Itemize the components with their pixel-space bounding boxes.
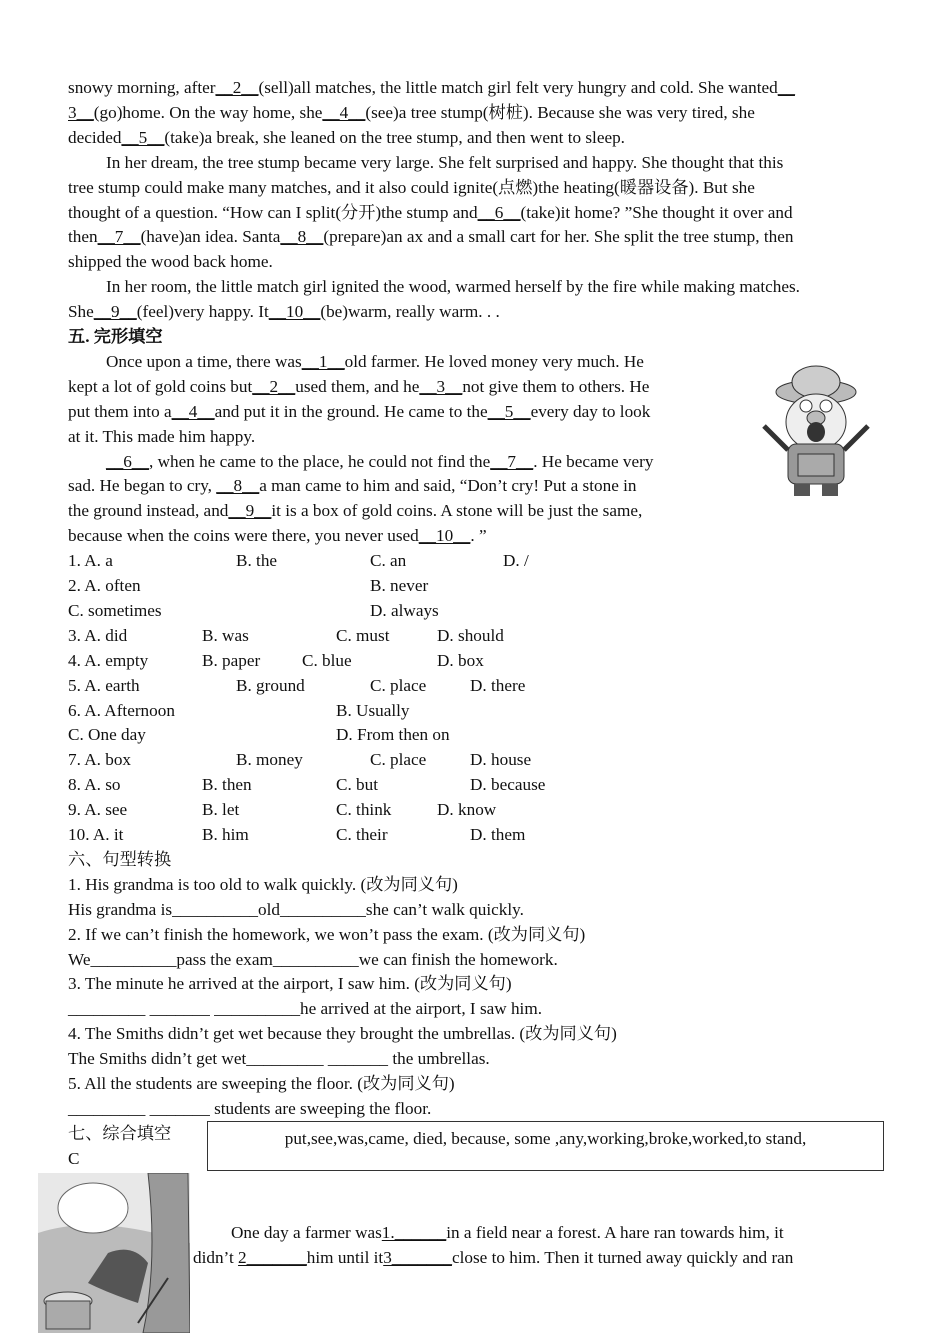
text-line (68, 424, 255, 449)
answer-option: B. was (202, 625, 249, 645)
text-segment: tree stump could make many matches, and it also could ignite(点燃)the heating(暖器设备). But she (68, 177, 755, 197)
text-segment: then (68, 227, 98, 247)
text-segment: him until it (306, 1248, 384, 1267)
answer-blank: __9__ (93, 302, 137, 322)
answer-option: 3. A. did (68, 625, 128, 645)
exercise-line: _________ _______ students are sweeping the floor. (68, 1098, 432, 1118)
answer-blank: __7__ (97, 227, 141, 247)
text-segment: the ground instead, and (68, 501, 229, 521)
answer-option: B. him (202, 825, 249, 844)
answer-option: 7. A. box (68, 750, 132, 770)
answer-option: C. sometimes (68, 600, 162, 620)
answer-option: 9. A. see (68, 800, 128, 820)
text-segment: (prepare)an ax and a small cart for her. She split the tree stump, then (323, 227, 794, 247)
text-segment: shipped the wood back home. (68, 252, 273, 272)
answer-option: 8. A. so (68, 775, 121, 795)
answer-option: 4. A. empty (68, 650, 149, 670)
answer-option: B. never (370, 576, 429, 595)
exercise-line: His grandma is__________old__________she can’t walk quickly. (68, 899, 524, 919)
text-segment: , when he came to the place, he could not find the (148, 451, 491, 471)
text-segment: (see)a tree stump(树桩). Because she was very tired, she (365, 102, 755, 122)
answer-blank: __2__ (215, 78, 259, 97)
text-segment: . ” (470, 526, 487, 546)
text-line (106, 449, 653, 474)
answer-option: D. know (437, 800, 497, 820)
text-segment: put them into a (68, 401, 172, 421)
exercise-line: 4. The Smiths didn’t get wet because they brought the umbrellas. (改为同义句) (68, 1024, 617, 1044)
text-line (68, 523, 487, 548)
answer-blank: __8__ (216, 476, 260, 496)
answer-option: B. money (236, 750, 303, 770)
answer-blank: 3__ (68, 102, 94, 122)
exercise-line: The Smiths didn’t get wet_________ _______ the umbrellas. (68, 1049, 490, 1069)
text-line (68, 200, 793, 225)
exercise-line: 5. All the students are sweeping the floor. (改为同义句) (68, 1074, 455, 1093)
answer-option: C. must (336, 625, 390, 645)
answer-option: C. place (370, 750, 427, 770)
answer-option: B. ground (236, 675, 305, 695)
text-segment: (take)it home? ”She thought it over and (520, 202, 793, 222)
text-segment: Once upon a time, there was (106, 351, 302, 371)
answer-option: C. but (336, 775, 379, 795)
text-segment: (be)warm, really warm. . . (320, 302, 500, 322)
exercise-line: 3. The minute he arrived at the airport, I saw him. (改为同义句) (68, 974, 512, 994)
text-segment: thought of a question. “How can I split(分开)the stump and (68, 202, 478, 222)
answer-option: B. paper (202, 650, 261, 670)
answer-blank: __2__ (252, 376, 296, 396)
text-segment: One day a farmer was (231, 1223, 382, 1242)
answer-option: C. blue (302, 650, 352, 670)
text-segment: decided (68, 127, 122, 147)
answer-option: D. box (437, 650, 484, 670)
answer-option: 1. A. a (68, 551, 113, 571)
answer-option: D. them (470, 825, 526, 844)
text-line (68, 399, 650, 424)
text-line (68, 324, 163, 349)
farmer-resting-under-tree-illustration (38, 1173, 190, 1333)
text-line (68, 498, 642, 523)
answer-option: C. an (370, 551, 407, 571)
section-6-heading: 六、句型转换 (68, 849, 172, 869)
answer-option: B. the (236, 551, 278, 571)
answer-blank: __3__ (419, 376, 463, 396)
answer-option: D. From then on (336, 725, 450, 745)
answer-option: D. should (437, 625, 504, 645)
text-segment: at it. This made him happy. (68, 426, 256, 446)
text-segment: . He became very (533, 451, 654, 471)
answer-option: 10. A. it (68, 825, 124, 844)
exercise-line: 1. His grandma is too old to walk quickly. (改为同义句) (68, 874, 458, 894)
answer-blank: __10__ (268, 302, 321, 322)
exercise-line: _________ _______ __________he arrived at the airport, I saw him. (68, 999, 542, 1019)
answer-option: 2. A. often (68, 576, 141, 595)
answer-blank: __6__ (106, 451, 149, 471)
word-bank-box (207, 1121, 884, 1171)
text-line (193, 1245, 793, 1270)
answer-blank: __ (777, 78, 795, 97)
word-bank-text: put,see,was,came, died, because, some ,any,working,broke,worked,to stand, (284, 1129, 807, 1148)
text-segment: (have)an idea. Santa (140, 227, 281, 247)
answer-option: D. house (470, 750, 532, 770)
section-7-heading: 七、综合填空 (68, 1123, 172, 1143)
text-line (68, 125, 625, 150)
text-line (231, 1220, 784, 1245)
text-segment: every day to look (530, 401, 651, 421)
text-segment: (go)home. On the way home, she (93, 102, 323, 122)
answer-blank: __4__ (171, 401, 215, 421)
text-line (68, 473, 637, 498)
text-line (106, 349, 644, 374)
text-segment: sad. He began to cry, (68, 476, 217, 496)
answer-option: C. think (336, 800, 392, 820)
text-segment: kept a lot of gold coins but (68, 376, 253, 396)
farmer-cartoon-illustration (750, 362, 882, 500)
answer-option: D. because (470, 775, 546, 795)
answer-blank: __7__ (490, 451, 534, 471)
answer-option: D. / (503, 551, 529, 571)
answer-option: B. let (202, 800, 240, 820)
text-segment: not give them to others. He (462, 376, 650, 396)
text-segment: snowy morning, after (68, 78, 216, 97)
text-segment: old farmer. He loved money very much. He (344, 351, 644, 371)
text-line (68, 249, 273, 274)
text-line (106, 274, 800, 299)
answer-blank: __1__ (301, 351, 345, 371)
answer-option: 5. A. earth (68, 675, 140, 695)
answer-option: C. place (370, 675, 427, 695)
answer-option: 6. A. Afternoon (68, 700, 175, 720)
text-line (68, 224, 793, 249)
text-line (68, 175, 755, 200)
answer-blank: __8__ (280, 227, 324, 247)
exercise-line: We__________pass the exam__________we can finish the homework. (68, 949, 558, 969)
answer-blank: __6__ (477, 202, 521, 222)
text-segment: She (68, 302, 94, 322)
answer-blank: __4__ (322, 102, 366, 122)
answer-option: B. then (202, 775, 252, 795)
answer-blank: __5__ (487, 401, 531, 421)
answer-option: C. their (336, 825, 388, 844)
text-line (68, 374, 649, 399)
text-segment: because when the coins were there, you never used (68, 526, 419, 546)
answer-option: B. Usually (336, 700, 410, 720)
text-segment: (feel)very happy. It (136, 302, 269, 322)
answer-blank: __10__ (418, 526, 471, 546)
text-line (68, 75, 795, 100)
text-line (106, 150, 783, 175)
text-segment: (take)a break, she leaned on the tree stump, and then went to sleep. (164, 127, 625, 147)
text-segment: in a field near a forest. A hare ran towards him, it (446, 1223, 784, 1242)
text-segment: a man came to him and said, “Don’t cry! Put a stone in (259, 476, 637, 496)
text-line (68, 299, 500, 324)
answer-blank: 1.______ (381, 1223, 447, 1242)
answer-blank: 2_______ (238, 1248, 307, 1267)
text-segment: it is a box of gold coins. A stone will be just the same, (271, 501, 643, 521)
text-segment: In her dream, the tree stump became very large. She felt surprised and happy. She thought that this (106, 152, 784, 172)
text-segment: (sell)all matches, the little match girl felt very hungry and cold. She wanted (258, 78, 778, 97)
text-segment: close to him. Then it turned away quickly and ran (451, 1248, 794, 1267)
section-7-subheading: C (68, 1148, 80, 1168)
answer-option: D. always (370, 600, 439, 620)
answer-option: D. there (470, 675, 526, 695)
text-segment: 五. 完形填空 (68, 327, 163, 346)
text-segment: and put it in the ground. He came to the (214, 401, 488, 421)
answer-blank: __9__ (228, 501, 272, 521)
answer-blank: __5__ (121, 127, 165, 147)
text-line (68, 100, 755, 125)
exercise-line: 2. If we can’t finish the homework, we won’t pass the exam. (改为同义句) (68, 924, 586, 944)
answer-blank: 3_______ (383, 1248, 452, 1267)
text-segment: In her room, the little match girl ignited the wood, warmed herself by the fire while making matches. (106, 277, 800, 297)
text-segment: used them, and he (295, 376, 420, 396)
text-segment: didn’t (193, 1248, 239, 1267)
answer-option: C. One day (68, 725, 146, 745)
